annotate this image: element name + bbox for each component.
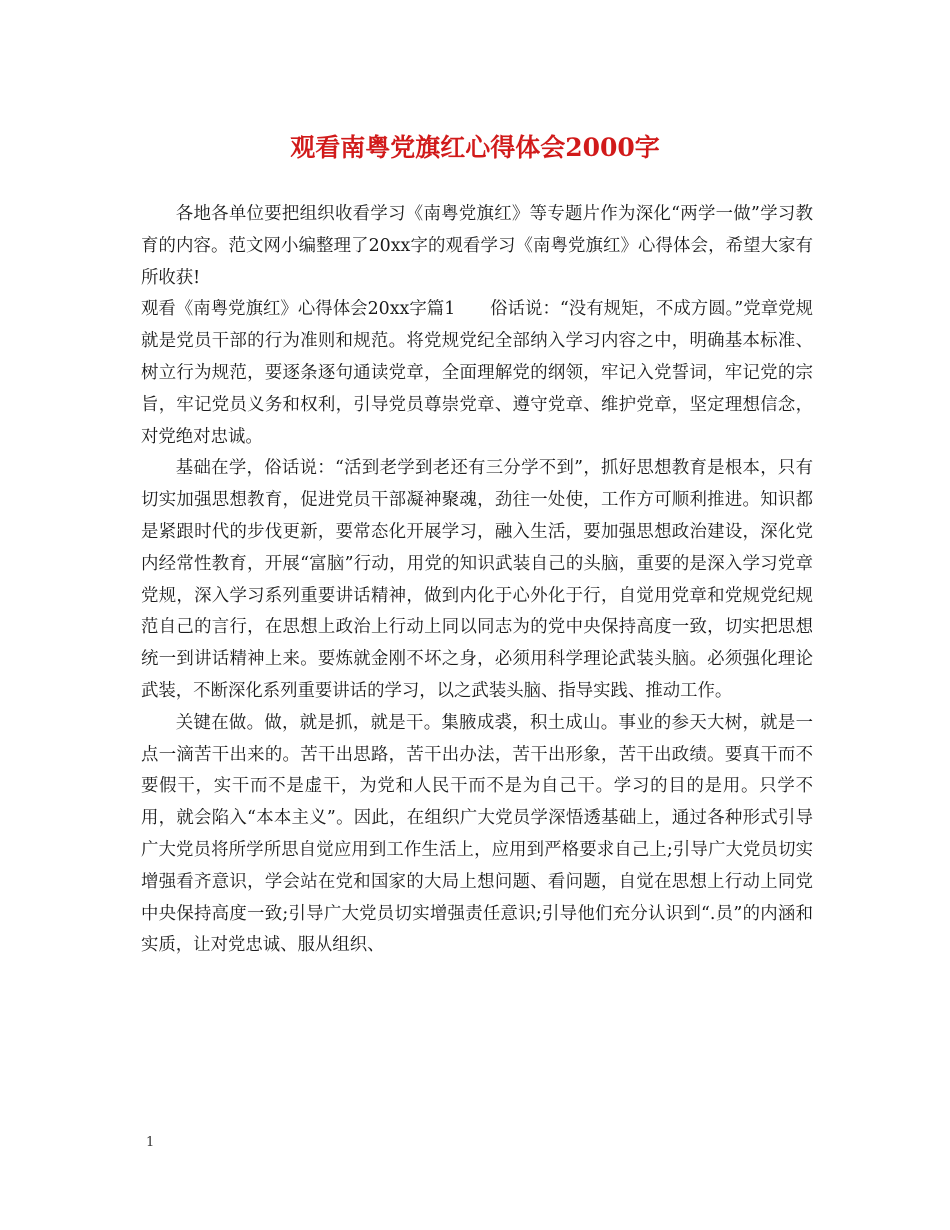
paragraph-action: 关键在做。做，就是抓，就是干。集腋成裘，积土成山。事业的参天大树，就是一点一滴苦干出来的。苦干出思路，苦干出办法，苦干出形象，苦干出政绩。要真干而不要假干，实干而不是虚干，为党和人民干而不是为自己干。学习的目的是用。只学不用，就会陷入“本本主义”。因此，在组织广大党员学深悟透基础上，通过各种形式引导广大党员将所学所思自觉应用到工作生活上，应用到严格要求自己上;引导广大党员切实增强看齐意识，学会站在党和国家的大局上想问题、看问题，自觉在思想上行动上同党中央保持高度一致;引导广大党员切实增强责任意识;引导他们充分认识到“.员”的内涵和实质，让对党忠诚、服从组织、 [141, 712, 813, 956]
document-body [141, 199, 813, 962]
paragraph-intro: 各地各单位要把组织收看学习《南粤党旗红》等专题片作为深化“两学一做”学习教育的内容。范文网小编整理了20xx字的观看学习《南粤党旗红》心得体会，希望大家有所收获! [141, 204, 813, 288]
paragraph-rules: 观看《南粤党旗红》心得体会20xx字篇1 俗话说：“没有规矩，不成方圆。”党章党规就是党员干部的行为准则和规范。将党规党纪全部纳入学习内容之中，明确基本标准、树立行为规范，要逐条逐句通读党章，全面理解党的纲领，牢记入党誓词，牢记党的宗旨，牢记党员义务和权利，引导党员尊崇党章、遵守党章、维护党章，坚定理想信念，对党绝对忠诚。 [141, 299, 813, 447]
document-title: 观看南粤党旗红心得体会2000字 [290, 133, 660, 162]
paragraph-study: 基础在学，俗话说：“活到老学到老还有三分学不到”，抓好思想教育是根本，只有切实加强思想教育，促进党员干部凝神聚魂，劲往一处使，工作方可顺利推进。知识都是紧跟时代的步伐更新，要常态化开展学习，融入生活，要加强思想政治建设，深化党内经常性教育，开展“富脑”行动，用党的知识武装自己的头脑，重要的是深入学习党章党规，深入学习系列重要讲话精神，做到内化于心外化于行，自觉用党章和党规党纪规范自己的言行，在思想上政治上行动上同以同志为的党中央保持高度一致，切实把思想统一到讲话精神上来。要炼就金刚不坏之身，必须用科学理论武装头脑。必须强化理论武装，不断深化系列重要讲话的学习，以之武装头脑、指导实践、推动工作。 [141, 458, 813, 701]
page-number: 1 [146, 1135, 155, 1150]
